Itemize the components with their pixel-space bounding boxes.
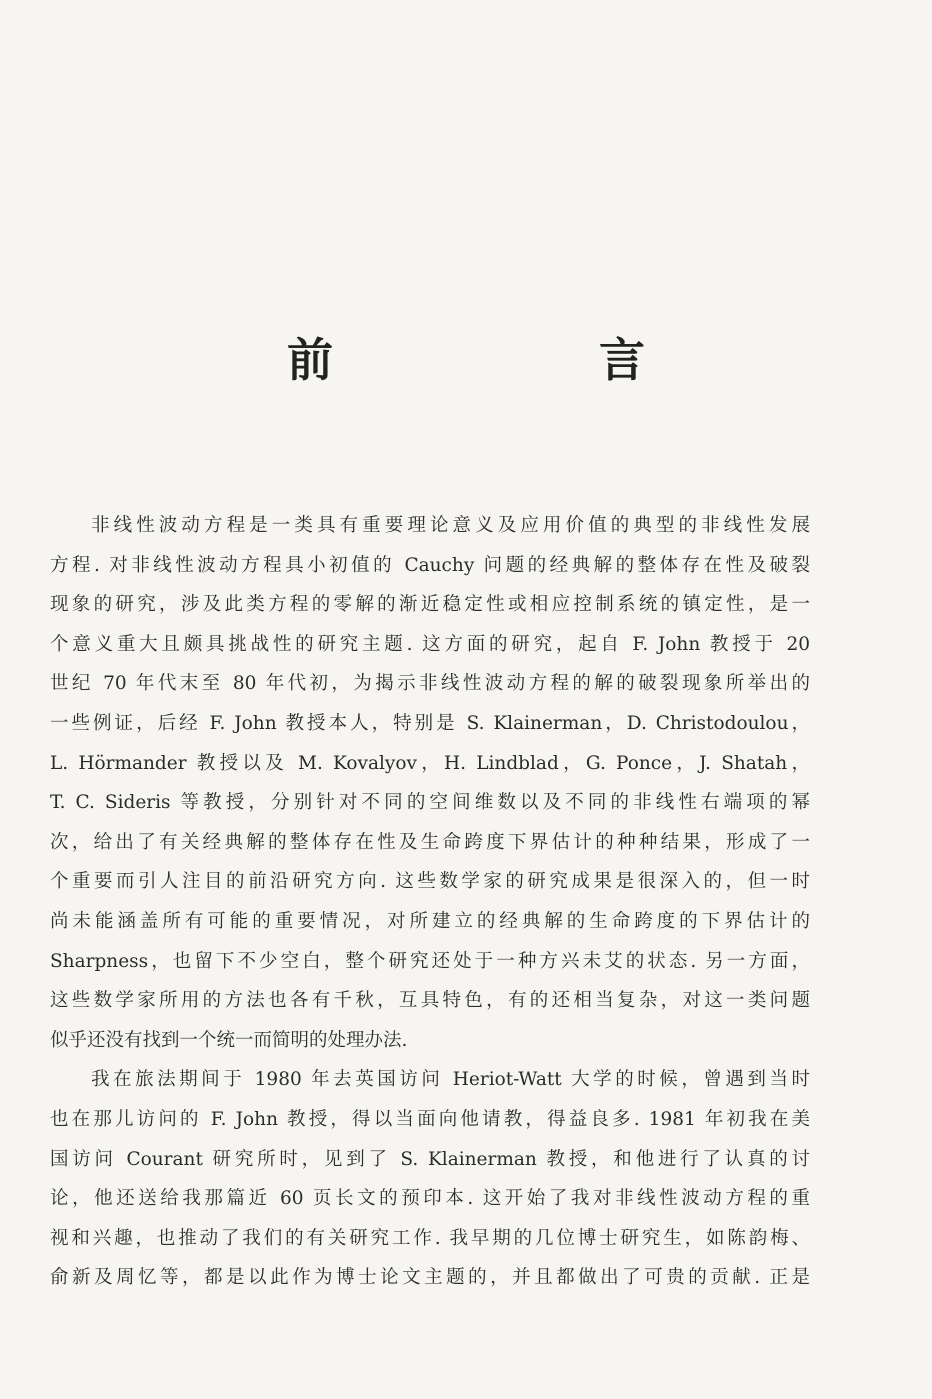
- text-line: 国访问 Courant 研究所时，见到了 S. Klainerman 教授，和他进行了认真的讨: [50, 1148, 810, 1170]
- text-line: 我在旅法期间于 1980 年去英国访问 Heriot-Watt 大学的时候，曾遇到当时: [91, 1069, 810, 1091]
- text-line: 世纪 70 年代末至 80 年代初，为揭示非线性波动方程的解的破裂现象所举出的: [50, 673, 810, 695]
- text-line: 俞新及周忆等，都是以此作为博士论文主题的，并且都做出了可贵的贡献. 正是: [50, 1267, 810, 1289]
- text-line: 非线性波动方程是一类具有重要理论意义及应用价值的典型的非线性发展: [91, 515, 810, 536]
- text-line: Sharpness，也留下不少空白，整个研究还处于一种方兴未艾的状态. 另一方面，: [50, 950, 810, 972]
- text-line: 个意义重大且颇具挑战性的研究主题. 这方面的研究，起自 F. John 教授于 20: [50, 633, 810, 655]
- text-line: 现象的研究，涉及此类方程的零解的渐近稳定性或相应控制系统的镇定性，是一: [50, 594, 810, 616]
- text-line: 这些数学家所用的方法也各有千秋，互具特色，有的还相当复杂，对这一类问题: [50, 990, 810, 1012]
- text-line: 一些例证，后经 F. John 教授本人，特别是 S. Klainerman，D. Christodoulou，: [50, 712, 810, 734]
- paragraph: [50, 506, 810, 1060]
- text-line: L. Hörmander 教授以及 M. Kovalyov，H. Lindblad，G. Ponce，J. Shatah，: [50, 752, 810, 774]
- text-line: 方程. 对非线性波动方程具小初值的 Cauchy 问题的经典解的整体存在性及破裂: [50, 554, 810, 576]
- text-line: 尚未能涵盖所有可能的重要情况，对所建立的经典解的生命跨度的下界估计的: [50, 910, 810, 932]
- text-line: 视和兴趣，也推动了我们的有关研究工作. 我早期的几位博士研究生，如陈韵梅、: [50, 1227, 810, 1249]
- text-line: 次，给出了有关经典解的整体存在性及生命跨度下界估计的种种结果，形成了一: [50, 831, 810, 853]
- text-line: T. C. Sideris 等教授，分别针对不同的空间维数以及不同的非线性右端项的幂: [50, 792, 810, 814]
- text-line: 也在那儿访问的 F. John 教授，得以当面向他请教，得益良多. 1981 年初我在美: [50, 1108, 810, 1130]
- text-line: 似乎还没有找到一个统一而简明的处理办法.: [50, 1029, 408, 1051]
- preface-body: [50, 506, 810, 1298]
- text-line: 个重要而引人注目的前沿研究方向. 这些数学家的研究成果是很深入的，但一时: [50, 871, 810, 893]
- paragraph: [50, 1060, 810, 1298]
- page-title: 前 言: [287, 333, 755, 387]
- text-line: 论，他还送给我那篇近 60 页长文的预印本. 这开始了我对非线性波动方程的重: [50, 1188, 810, 1210]
